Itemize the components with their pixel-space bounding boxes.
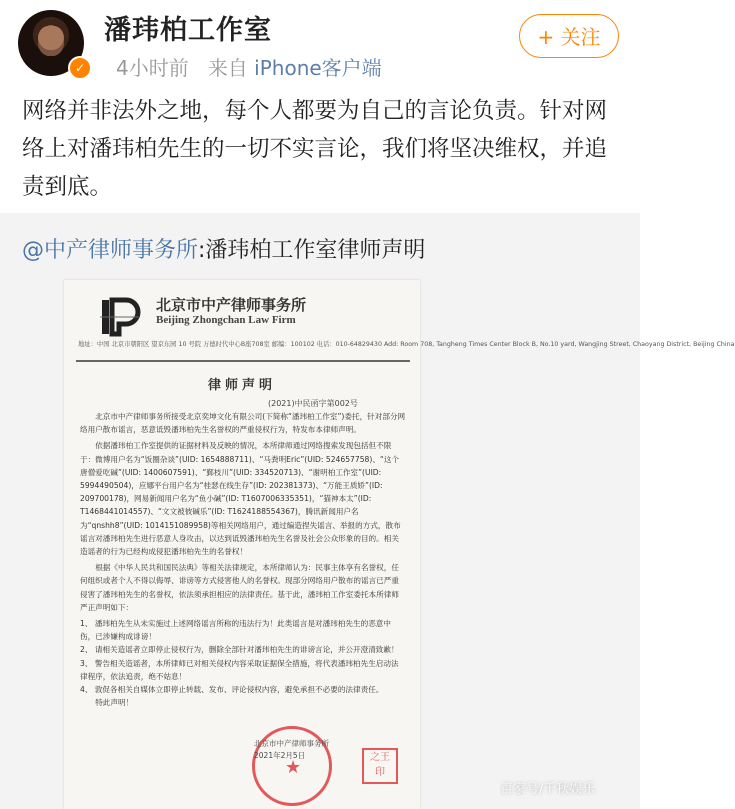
statement-closing: 特此声明！ bbox=[95, 698, 134, 708]
post-header bbox=[0, 0, 640, 88]
post-source: iPhone客户端 bbox=[254, 56, 382, 80]
verified-badge-icon: ✓ bbox=[68, 56, 92, 80]
statement-item: 3、 警告相关造谣者，本所律师已对相关侵权内容采取证据保全措施，将代表潘玮柏先生启动法律程序，依法追责，绝不姑息！ bbox=[80, 658, 399, 681]
signature-firm: 北京市中产律师事务所 bbox=[254, 739, 329, 748]
firm-address: 地址：中国 北京市朝阳区 望京东园 10 号院 万德时代中心B座708室 邮编：100102 电话：010-64829430 Add: Room 708, Tangheng Times Center Block B, No.10 yard, Wangjing Street, Chaoyang District, Beijing China bbox=[78, 341, 735, 348]
repost-user-link[interactable]: @中产律师事务所 bbox=[22, 238, 199, 263]
statement-paragraph: 依据潘玮柏工作室提供的证据材料及反映的情况，本所律师通过网络搜索发现包括但不限于：微博用户名为“饭圈杂谈”(UID: 1654888711)、“马粪明Eric”(UID: 524657758)、“这个唐僧爱吃碱”(UID: 1400607591)、“鄞枝川”(UID: 334520713)、“谢明柏工作室”(UID: 5994490504)，应娜平台用户名为“桂瑟在线生存”(ID: 202381373)、“万能王质娇”(ID: 209700178)，网易新闻用户名为“鱼小碱”(ID: T1607006335351)，“猫神本太”(ID: T1468441014557)、“文文被彼碱乐”(ID: T1624188554367)，腾讯新闻用户名为“qnshh8”(UID: 1014151089958)等相关网络用户，通过编造捏失谣言、举报的方式，散布谣言对潘玮柏先生进行恶意人身攻击，以达到诋毁潘玮柏先生名誉及社会公众形象的目的。相关造谣者的行为已经构成侵犯潘玮柏先生的名誉权！ bbox=[80, 441, 401, 557]
user-name[interactable]: 潘玮柏工作室 bbox=[104, 15, 272, 46]
source-prefix: 来自 bbox=[207, 56, 248, 80]
statement-item: 4、 敦促各相关自媒体立即停止转载、发布、评论侵权内容，避免承担不必要的法律责任。 bbox=[80, 685, 384, 695]
watermark: 百家号/千秋娱乐 bbox=[500, 782, 596, 797]
red-seal-stamp: ★ bbox=[252, 726, 332, 806]
statement-item: 1、 潘玮柏先生从未实施过上述网络谣言所称的违法行为！此类谣言是对潘玮柏先生的恶意中伤，已涉嫌构成诽谤！ bbox=[80, 619, 391, 642]
follow-button[interactable]: + 关注 bbox=[519, 14, 619, 58]
signature-date: 2021年2月5日 bbox=[254, 751, 306, 760]
firm-name-cn: 北京市中产律师事务所 bbox=[156, 296, 307, 314]
signature-block bbox=[254, 738, 374, 762]
statement-title: 律师声明 bbox=[207, 378, 276, 393]
repost-text: :潘玮柏工作室律师声明 bbox=[198, 238, 426, 263]
firm-name-en: Beijing Zhongchan Law Firm bbox=[156, 314, 296, 326]
header-divider bbox=[76, 360, 410, 362]
post-text: 网络并非法外之地，每个人都要为自己的言论负责。针对网络上对潘玮柏先生的一切不实言论，我们将坚决维权，并追责到底。 bbox=[22, 98, 608, 200]
repost-header bbox=[22, 233, 425, 264]
post-meta bbox=[116, 52, 382, 81]
statement-body bbox=[80, 410, 406, 709]
post-time: 4小时前 bbox=[116, 56, 189, 80]
repost-card[interactable] bbox=[0, 213, 735, 809]
law-firm-logo-icon bbox=[98, 296, 142, 338]
statement-paragraph: 北京市中产律师事务所接受北京奕坤文化有限公司(下简称“潘玮柏工作室”)委托，针对部分网络用户散布谣言，恶意诋毁潘玮柏先生名誉权的严重侵权行为，特发布本律师声明。 bbox=[80, 412, 406, 435]
square-seal-stamp: 之王 印 bbox=[362, 748, 398, 784]
statement-paragraph: 根据《中华人民共和国民法典》等相关法律规定，本所律师认为：民事主体享有名誉权，任何组织或者个人不得以侮辱、诽谤等方式侵害他人的名誉权。现部分网络用户散布的谣言已严重侵害了潘玮柏先生的名誉权，依法须承担相应的法律责任。基于此，潘玮柏工作室委托本所律师严正声明如下： bbox=[80, 563, 399, 612]
statement-number: (2021)中民函字第002号 bbox=[268, 399, 358, 408]
statement-item: 2、 请相关造谣者立即停止侵权行为，删除全部针对潘玮柏先生的诽谤言论，并公开澄清致歉！ bbox=[80, 645, 399, 655]
